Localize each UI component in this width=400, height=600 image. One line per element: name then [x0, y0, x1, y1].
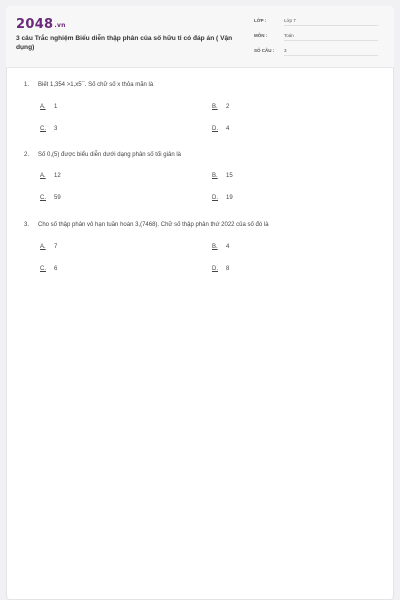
question-2-option-b-letter[interactable]: B.: [212, 173, 218, 179]
question-2-option-b-text: 15: [226, 173, 233, 179]
grade-value: Lớp 7: [284, 18, 378, 26]
grade-label: LỚP :: [254, 18, 267, 23]
question-2-option-c-letter[interactable]: C.: [40, 195, 46, 201]
question-3-option-c-text: 6: [54, 266, 58, 272]
worksheet-page: [6, 6, 394, 600]
subject-value: Toán: [284, 33, 378, 41]
question-1-text: Biết 1,354 >1,x5¯. Số chữ số x thỏa mãn là: [38, 82, 154, 88]
question-1-option-b-text: 2: [226, 104, 230, 110]
question-3-text: Cho số thập phân vô hạn tuần hoàn 3,(7468). Chữ số thập phân thứ 2022 của số đó là: [38, 222, 269, 228]
question-count-value: 3: [284, 48, 378, 56]
question-3-option-a-text: 7: [54, 244, 58, 250]
question-3-option-c-letter[interactable]: C.: [40, 266, 46, 272]
question-2-option-c-text: 59: [54, 195, 61, 201]
question-3-option-d-letter[interactable]: D.: [212, 266, 218, 272]
question-count-label: SỐ CÂU :: [254, 48, 275, 53]
logo-tld: .vn: [54, 22, 66, 29]
question-3-option-b-text: 4: [226, 244, 230, 250]
question-2-number: 2.: [24, 152, 30, 158]
worksheet-title: 3 câu Trắc nghiệm Biểu diễn thập phân của số hữu tỉ có đáp án ( Vận dụng): [16, 35, 233, 51]
question-2-option-d-text: 19: [226, 195, 233, 201]
question-3-option-b-letter[interactable]: B.: [212, 244, 218, 250]
question-3-number: 3.: [24, 222, 30, 228]
question-1-option-d-letter[interactable]: D.: [212, 126, 218, 132]
question-1-option-c-letter[interactable]: C.: [40, 126, 46, 132]
question-3-option-d-text: 8: [226, 266, 230, 272]
question-2-text: Số 0,(5) được biểu diễn dưới dạng phân số tối giản là: [38, 152, 181, 158]
site-logo[interactable]: [16, 17, 66, 32]
question-1-option-c-text: 3: [54, 126, 58, 132]
question-1-option-b-letter[interactable]: B.: [212, 104, 218, 110]
question-3-option-a-letter[interactable]: A.: [40, 244, 46, 250]
question-2-option-a-text: 12: [54, 173, 61, 179]
question-1-option-d-text: 4: [226, 126, 230, 132]
question-1-number: 1.: [24, 82, 30, 88]
subject-label: MÔN :: [254, 33, 268, 38]
question-1-option-a-text: 1: [54, 104, 58, 110]
logo-main: 2048: [16, 17, 54, 32]
question-1-option-a-letter[interactable]: A.: [40, 104, 46, 110]
question-2-option-d-letter[interactable]: D.: [212, 195, 218, 201]
question-2-option-a-letter[interactable]: A.: [40, 173, 46, 179]
